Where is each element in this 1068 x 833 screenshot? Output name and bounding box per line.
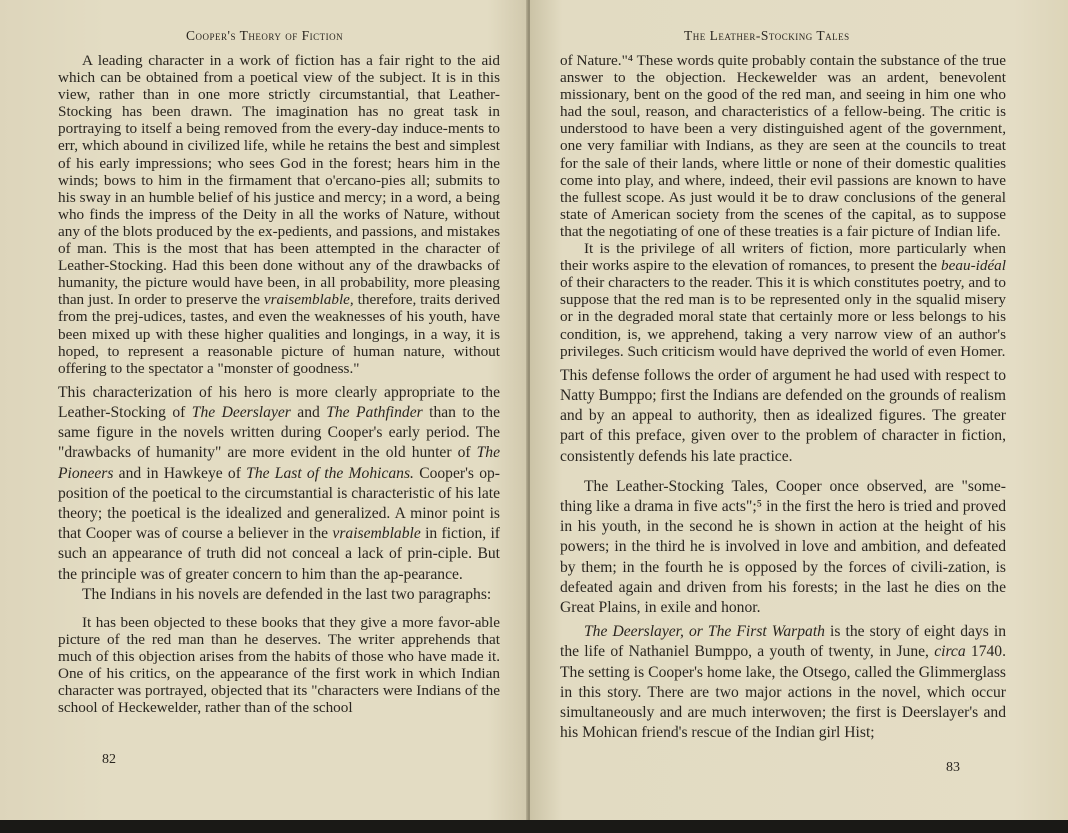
block-quote-leatherstocking: A leading character in a work of fiction has a fair right to the aid which can be obtained from a poetical view of the subject. It is in this view, rather than in one more strictly circumstantial, that Leather-Stocking has been drawn. The imagination has no great task in portraying to itself a being removed from the every-day induce-ments to err, which abound in civilized life, while he retains the best and simplest of his early impressions; who sees God in the forest; hears him in the winds; bows to him in the firmament that o'ercano-pies all; submits to his sway in an humble belief of his justice and mercy; in a word, a being who finds the impress of the Deity in all the works of Nature, without any of the blots produced by the ex-pedients, and passions, and mistakes of man. This is the most that has been attempted in the character of Leather-Stocking. Had this been done without any of the drawbacks of humanity, the picture would have been, in all probability, more pleasing than just. In order to preserve the vraisemblable, therefore, traits derived from the prej-udices, tastes, and even the weaknesses of his youth, have been mixed up with these higher qualities and longings, in a way, it is hoped, to represent a reasonable picture of human nature, without offering to the spectator a "monster of goodness." [58,52,501,377]
page-number-right: 83 [946,760,960,775]
block-quote-continued: of Nature."⁴ These words quite probably contain the substance of the true answer to the objection. Heckewelder was an ardent, benevolent missionary, bent on the good of the red man, and seeing in him one who had the soul, reason, and characteristics of a fellow-being. The critic is understood to have been a very distinguished agent of the government, one very familiar with Indians, as they are seen at the councils to treat for the sale of their lands, where little or none of their domestic qualities come into play, and where, indeed, their evil passions are known to have the fullest scope. As just would it be to draw conclusions of the general state of American society from the scenes of the capital, as to suppose that the negotiating of one of these treaties is a fair picture of Indian life. [560,52,1006,240]
right-page [530,0,1068,820]
running-head-right: The Leather-Stocking Tales [684,28,850,43]
paragraph-drama-five-acts: The Leather-Stocking Tales, Cooper once observed, are "some-thing like a drama in five acts";⁵ in the first the hero is tried and proved in his youth, in the second he is shown in action at the height of his powers; in the third he is involved in love and ambition, and defeated by them; in the fourth he is opposed by the forces of civili-zation, is defeated again and driven from his forests; in the last he dies on the Great Plains, in exile and honor. [560,477,1006,616]
block-quote-privilege: It is the privilege of all writers of fiction, more particularly when their works aspire to the elevation of romances, to present the beau-idéal of their characters to the reader. This it is which constitutes poetry, and to suppose that the red man is to be represented only in the squalid misery or in the degraded moral state that certainly more or less belongs to his condition, is, we apprehend, taking a very narrow view of an author's privileges. Such criticism would have deprived the world of even Homer. [560,240,1006,360]
right-text-block [560,52,1006,743]
paragraph-deerslayer: The Deerslayer, or The First Warpath is the story of eight days in the life of Nathaniel Bumppo, a youth of twenty, in June, circa 1740. The setting is Cooper's home lake, the Otsego, called the Glimmerglass in this story. There are two major actions in the novel, which occur simultaneously and are much interwoven; the first is Deerslayer's and his Mohican friend's rescue of the Indian girl Hist; [560,623,1007,742]
paragraph-indians-intro: The Indians in his novels are defended in the last two paragraphs: [82,585,492,603]
running-head-left: Cooper's Theory of Fiction [186,28,344,43]
left-page [0,0,530,820]
left-text-block [58,52,500,717]
paragraph-characterization: This characterization of his hero is more clearly appropriate to the Leather-Stocking of The Deerslayer and The Pathfinder than to the same figure in the novels written during Cooper's early period. The "drawbacks of humanity" are more evident in the old hunter of The Pioneers and in Hawkeye of The Last of the Mohicans. Cooper's op-position of the poetical to the circumstantial is characteristic of his late theory; the poetical is the idealized and generalized. A minor point is that Cooper was of course a believer in the vraisemblable in fiction, if such an appearance of truth did not conceal a lack of prin-ciple. But the principle was of greater concern to him than the ap-pearance. [58,383,500,583]
paragraph-defense: This defense follows the order of argument he had used with respect to Natty Bumppo; first the Indians are defended on the grounds of realism and by an appeal to authority, then as idealized figures. The greater part of this preface, given over to the problem of character in fiction, consistently defends his late practice. [560,366,1006,465]
block-quote-indians: It has been objected to these books that they give a more favor-able picture of the red man than he deserves. The writer apprehends that much of this objection arises from the habits of those who have made it. One of his critics, on the appearance of the first work in which Indian character was portrayed, objected that its "characters were Indians of the school of Heckewelder, rather than of the school [58,614,500,717]
page-number-left: 82 [102,752,116,767]
